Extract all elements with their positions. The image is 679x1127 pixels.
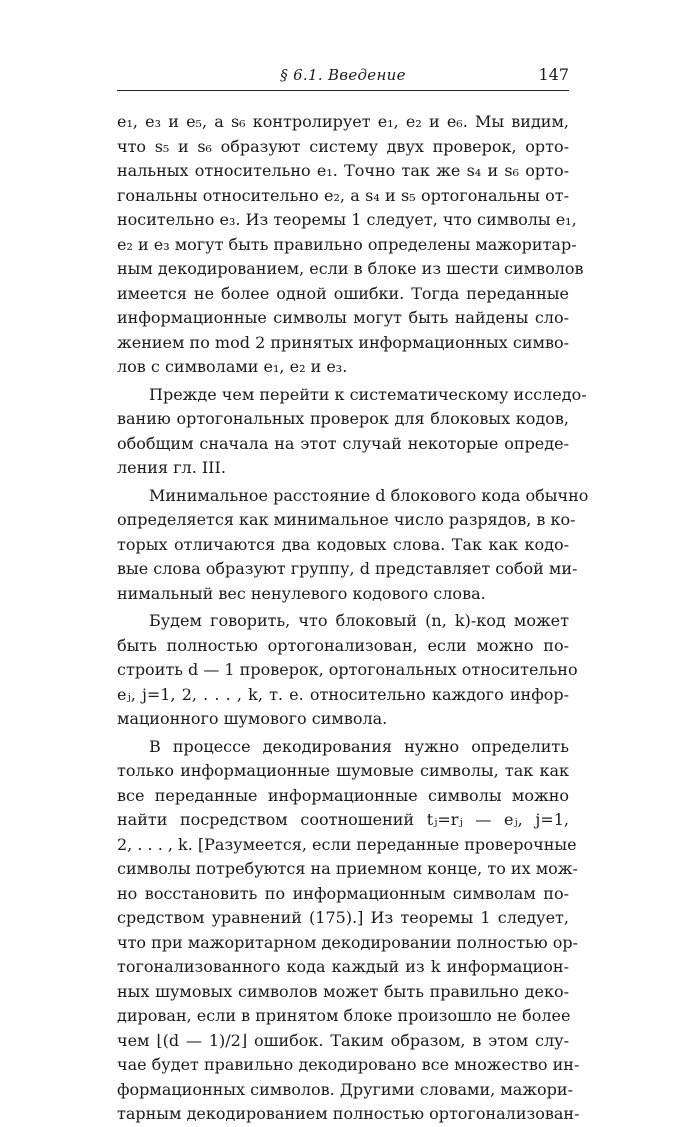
text-line: информационные символы могут быть найдены сло- [117, 308, 569, 327]
text-line: символы потребуются на приемном конце, то их мож- [117, 859, 578, 878]
text-line: тарным декодированием полностью ортогонализован- [117, 1104, 580, 1123]
text-line: чае будет правильно декодировано все множество ин- [117, 1055, 580, 1074]
text-line: средством уравнений (175).] Из теоремы 1 следует, [117, 908, 569, 927]
text-line: e₂ и e₃ могут быть правильно определены мажоритар- [117, 234, 577, 254]
text-line: все переданные информационные символы можно [117, 785, 569, 805]
text-line: дирован, если в принятом блоке произошло не более [117, 1006, 571, 1025]
section-title: § 6.1. Введение [280, 66, 406, 84]
text-line: лов с символами e₁, e₂ и e₃. [117, 357, 348, 376]
text-line: гональны относительно e₂, а s₄ и s₅ ортогональны от- [117, 185, 569, 205]
text-line: вые слова образуют группу, d представляет собой ми- [117, 559, 578, 578]
text-line: 2, . . . , k. [Разумеется, если переданные проверочные [117, 834, 577, 854]
text-line: формационных символов. Другими словами, мажори- [117, 1079, 573, 1099]
text-line: ным декодированием, если в блоке из шести символов [117, 259, 584, 278]
text-line: быть полностью ортогонализован, если можно по- [117, 635, 569, 655]
page-number: 147 [538, 65, 569, 84]
body-text [117, 110, 589, 1127]
text-line: Будем говорить, что блоковый (n, k)-код может [149, 611, 569, 630]
text-line: только информационные шумовые символы, так как [117, 761, 569, 780]
text-line: жением по mod 2 принятых информационных симво- [117, 332, 569, 352]
text-line: Минимальное расстояние d блокового кода обычно [149, 485, 589, 505]
text-line: имеется не более одной ошибки. Тогда переданные [117, 283, 569, 303]
text-line: нальных относительно e₁. Точно так же s₄ и s₆ орто- [117, 161, 569, 180]
paragraph [117, 110, 584, 380]
text-line: мационного шумового символа. [117, 709, 388, 728]
paragraph [117, 735, 580, 1127]
text-line: чем ⌊(d — 1)/2⌋ ошибок. Таким образом, в этом слу- [117, 1030, 569, 1050]
text-line: ных шумовых символов может быть правильно деко- [117, 981, 569, 1001]
text-line: носительно e₃. Из теоремы 1 следует, что символы e₁, [117, 210, 577, 229]
text-line: но восстановить по информационным символам по- [117, 883, 569, 903]
paragraph [117, 383, 587, 481]
text-line: обобщим сначала на этот случай некоторые опреде- [117, 433, 569, 453]
text-line: нимальный вес ненулевого кодового слова. [117, 583, 486, 603]
paragraph [117, 484, 589, 607]
text-line: e₁, e₃ и e₅, а s₆ контролирует e₁, e₂ и e₆. Мы видим, [117, 112, 569, 131]
paragraph [117, 609, 578, 732]
text-line: ления гл. III. [117, 458, 226, 477]
text-line: строить d — 1 проверок, ортогональных относительно [117, 660, 578, 679]
text-line: торых отличаются два кодовых слова. Так как кодо- [117, 534, 569, 554]
text-line: eⱼ, j=1, 2, . . . , k, т. е. относительно каждого инфор- [117, 684, 569, 704]
text-line: найти посредством соотношений tⱼ=rⱼ — eⱼ, j=1, [117, 810, 569, 829]
text-line: Прежде чем перейти к систематическому исследо- [149, 384, 587, 404]
text-line: В процессе декодирования нужно определить [149, 736, 569, 756]
text-line: что s₅ и s₆ образуют систему двух проверок, орто- [117, 136, 569, 156]
text-line: ванию ортогональных проверок для блоковых кодов, [117, 409, 569, 428]
page-header [117, 62, 569, 91]
text-line: что при мажоритарном декодировании полностью ор- [117, 932, 579, 952]
text-line: тогонализованного кода каждый из k информацион- [117, 957, 569, 976]
text-line: определяется как минимальное число разрядов, в ко- [117, 510, 576, 529]
